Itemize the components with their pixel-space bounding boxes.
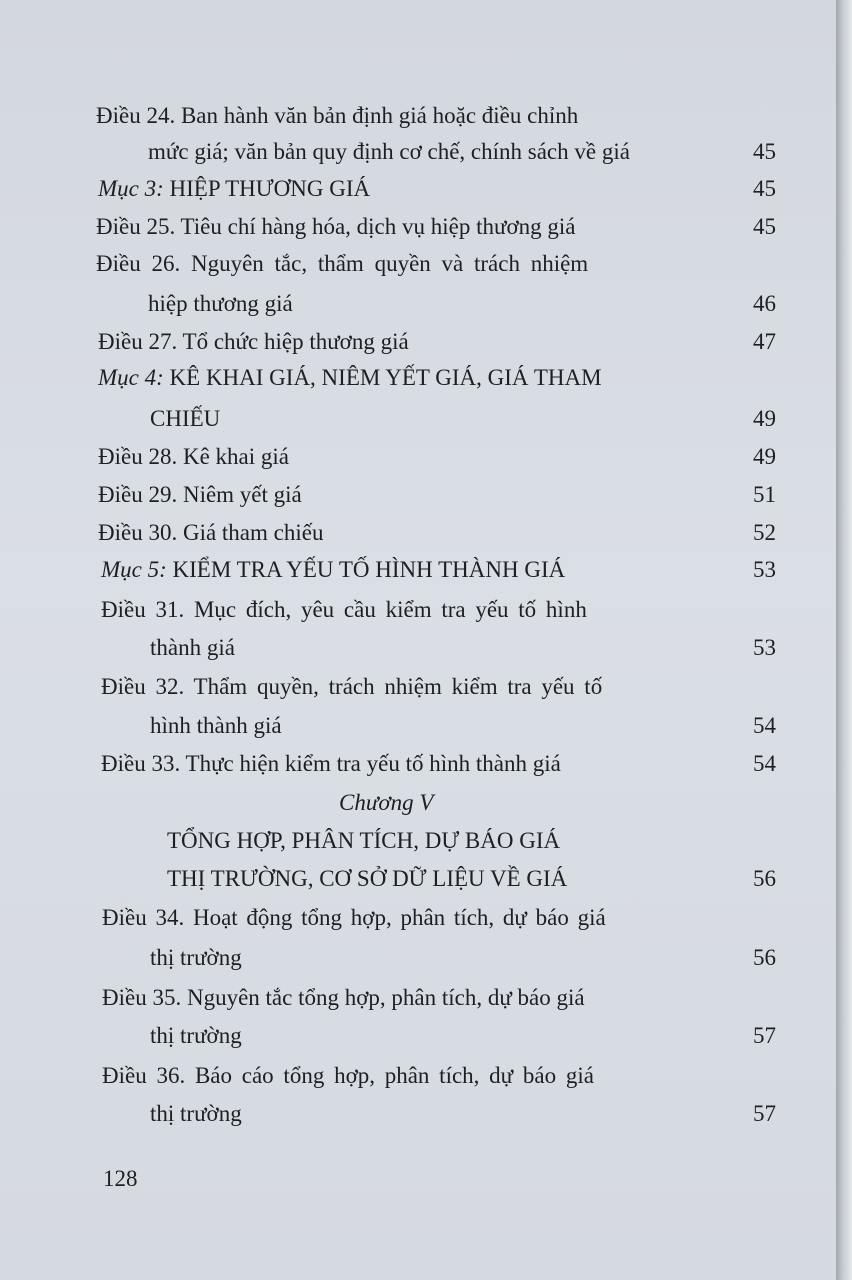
toc-text: thị trường <box>150 1023 242 1048</box>
toc-text: Điều 33. Thực hiện kiểm tra yếu tố hình thành giá <box>101 751 561 776</box>
section-label: Mục 4: <box>98 365 164 390</box>
toc-text: CHIẾU <box>150 406 221 431</box>
toc-text: hình thành giá <box>150 713 282 738</box>
toc-text: thị trường <box>150 945 242 970</box>
toc-page-number: 53 <box>753 635 776 660</box>
toc-page-number: 56 <box>753 866 776 891</box>
toc-text: Điều 28. Kê khai giá <box>98 444 289 469</box>
page-number: 128 <box>103 1166 138 1191</box>
toc-text: HIỆP THƯƠNG GIÁ <box>169 176 371 201</box>
toc-text: TỔNG HỢP, PHÂN TÍCH, DỰ BÁO GIÁ <box>167 828 561 853</box>
toc-page-number: 47 <box>753 329 776 354</box>
toc-text: Điều 32. Thẩm quyền, trách nhiệm kiểm tra yếu tố <box>101 674 603 699</box>
toc-text: Điều 30. Giá tham chiếu <box>98 520 324 545</box>
page-edge <box>836 0 852 1280</box>
toc-page-number: 49 <box>753 444 776 469</box>
toc-page-number: 45 <box>753 214 776 239</box>
toc-text: thành giá <box>150 635 235 660</box>
toc-page-number: 45 <box>753 139 776 164</box>
toc-text: KIỂM TRA YẾU TỐ HÌNH THÀNH GIÁ <box>172 557 566 582</box>
toc-page-number: 49 <box>753 406 776 431</box>
toc-text: hiệp thương giá <box>148 291 293 316</box>
toc-text: thị trường <box>150 1101 242 1126</box>
toc-page-number: 54 <box>753 713 776 738</box>
toc-page-number: 57 <box>753 1023 776 1048</box>
toc-page-number: 52 <box>753 520 776 545</box>
toc-text: Điều 24. Ban hành văn bản định giá hoặc điều chỉnh <box>96 103 579 128</box>
toc-text: mức giá; văn bản quy định cơ chế, chính sách về giá <box>148 139 630 164</box>
toc-text: THỊ TRƯỜNG, CƠ SỞ DỮ LIỆU VỀ GIÁ <box>167 866 568 891</box>
toc-text: Điều 35. Nguyên tắc tổng hợp, phân tích, dự báo giá <box>102 985 585 1010</box>
toc-text: Điều 36. Báo cáo tổng hợp, phân tích, dự báo giá <box>102 1063 594 1088</box>
toc-text: Điều 26. Nguyên tắc, thẩm quyền và trách nhiệm <box>96 251 589 276</box>
toc-page-number: 54 <box>753 751 776 776</box>
toc-page-number: 51 <box>753 482 776 507</box>
section-label: Mục 5: <box>101 557 167 582</box>
toc-page-number: 53 <box>753 557 776 582</box>
toc-text: Điều 25. Tiêu chí hàng hóa, dịch vụ hiệp thương giá <box>96 214 576 239</box>
toc-text: Điều 34. Hoạt động tổng hợp, phân tích, dự báo giá <box>102 905 606 930</box>
toc-page-number: 45 <box>753 176 776 201</box>
toc-text: Điều 27. Tổ chức hiệp thương giá <box>98 329 409 354</box>
section-label: Mục 3: <box>98 176 164 201</box>
chapter-label: Chương V <box>339 790 434 815</box>
toc-page-number: 56 <box>753 945 776 970</box>
toc-text: Điều 29. Niêm yết giá <box>98 482 302 507</box>
toc-page-number: 46 <box>753 291 776 316</box>
toc-text: Điều 31. Mục đích, yêu cầu kiểm tra yếu tố hình <box>101 597 587 622</box>
toc-page-number: 57 <box>753 1101 776 1126</box>
toc-text: KÊ KHAI GIÁ, NIÊM YẾT GIÁ, GIÁ THAM <box>169 365 602 390</box>
